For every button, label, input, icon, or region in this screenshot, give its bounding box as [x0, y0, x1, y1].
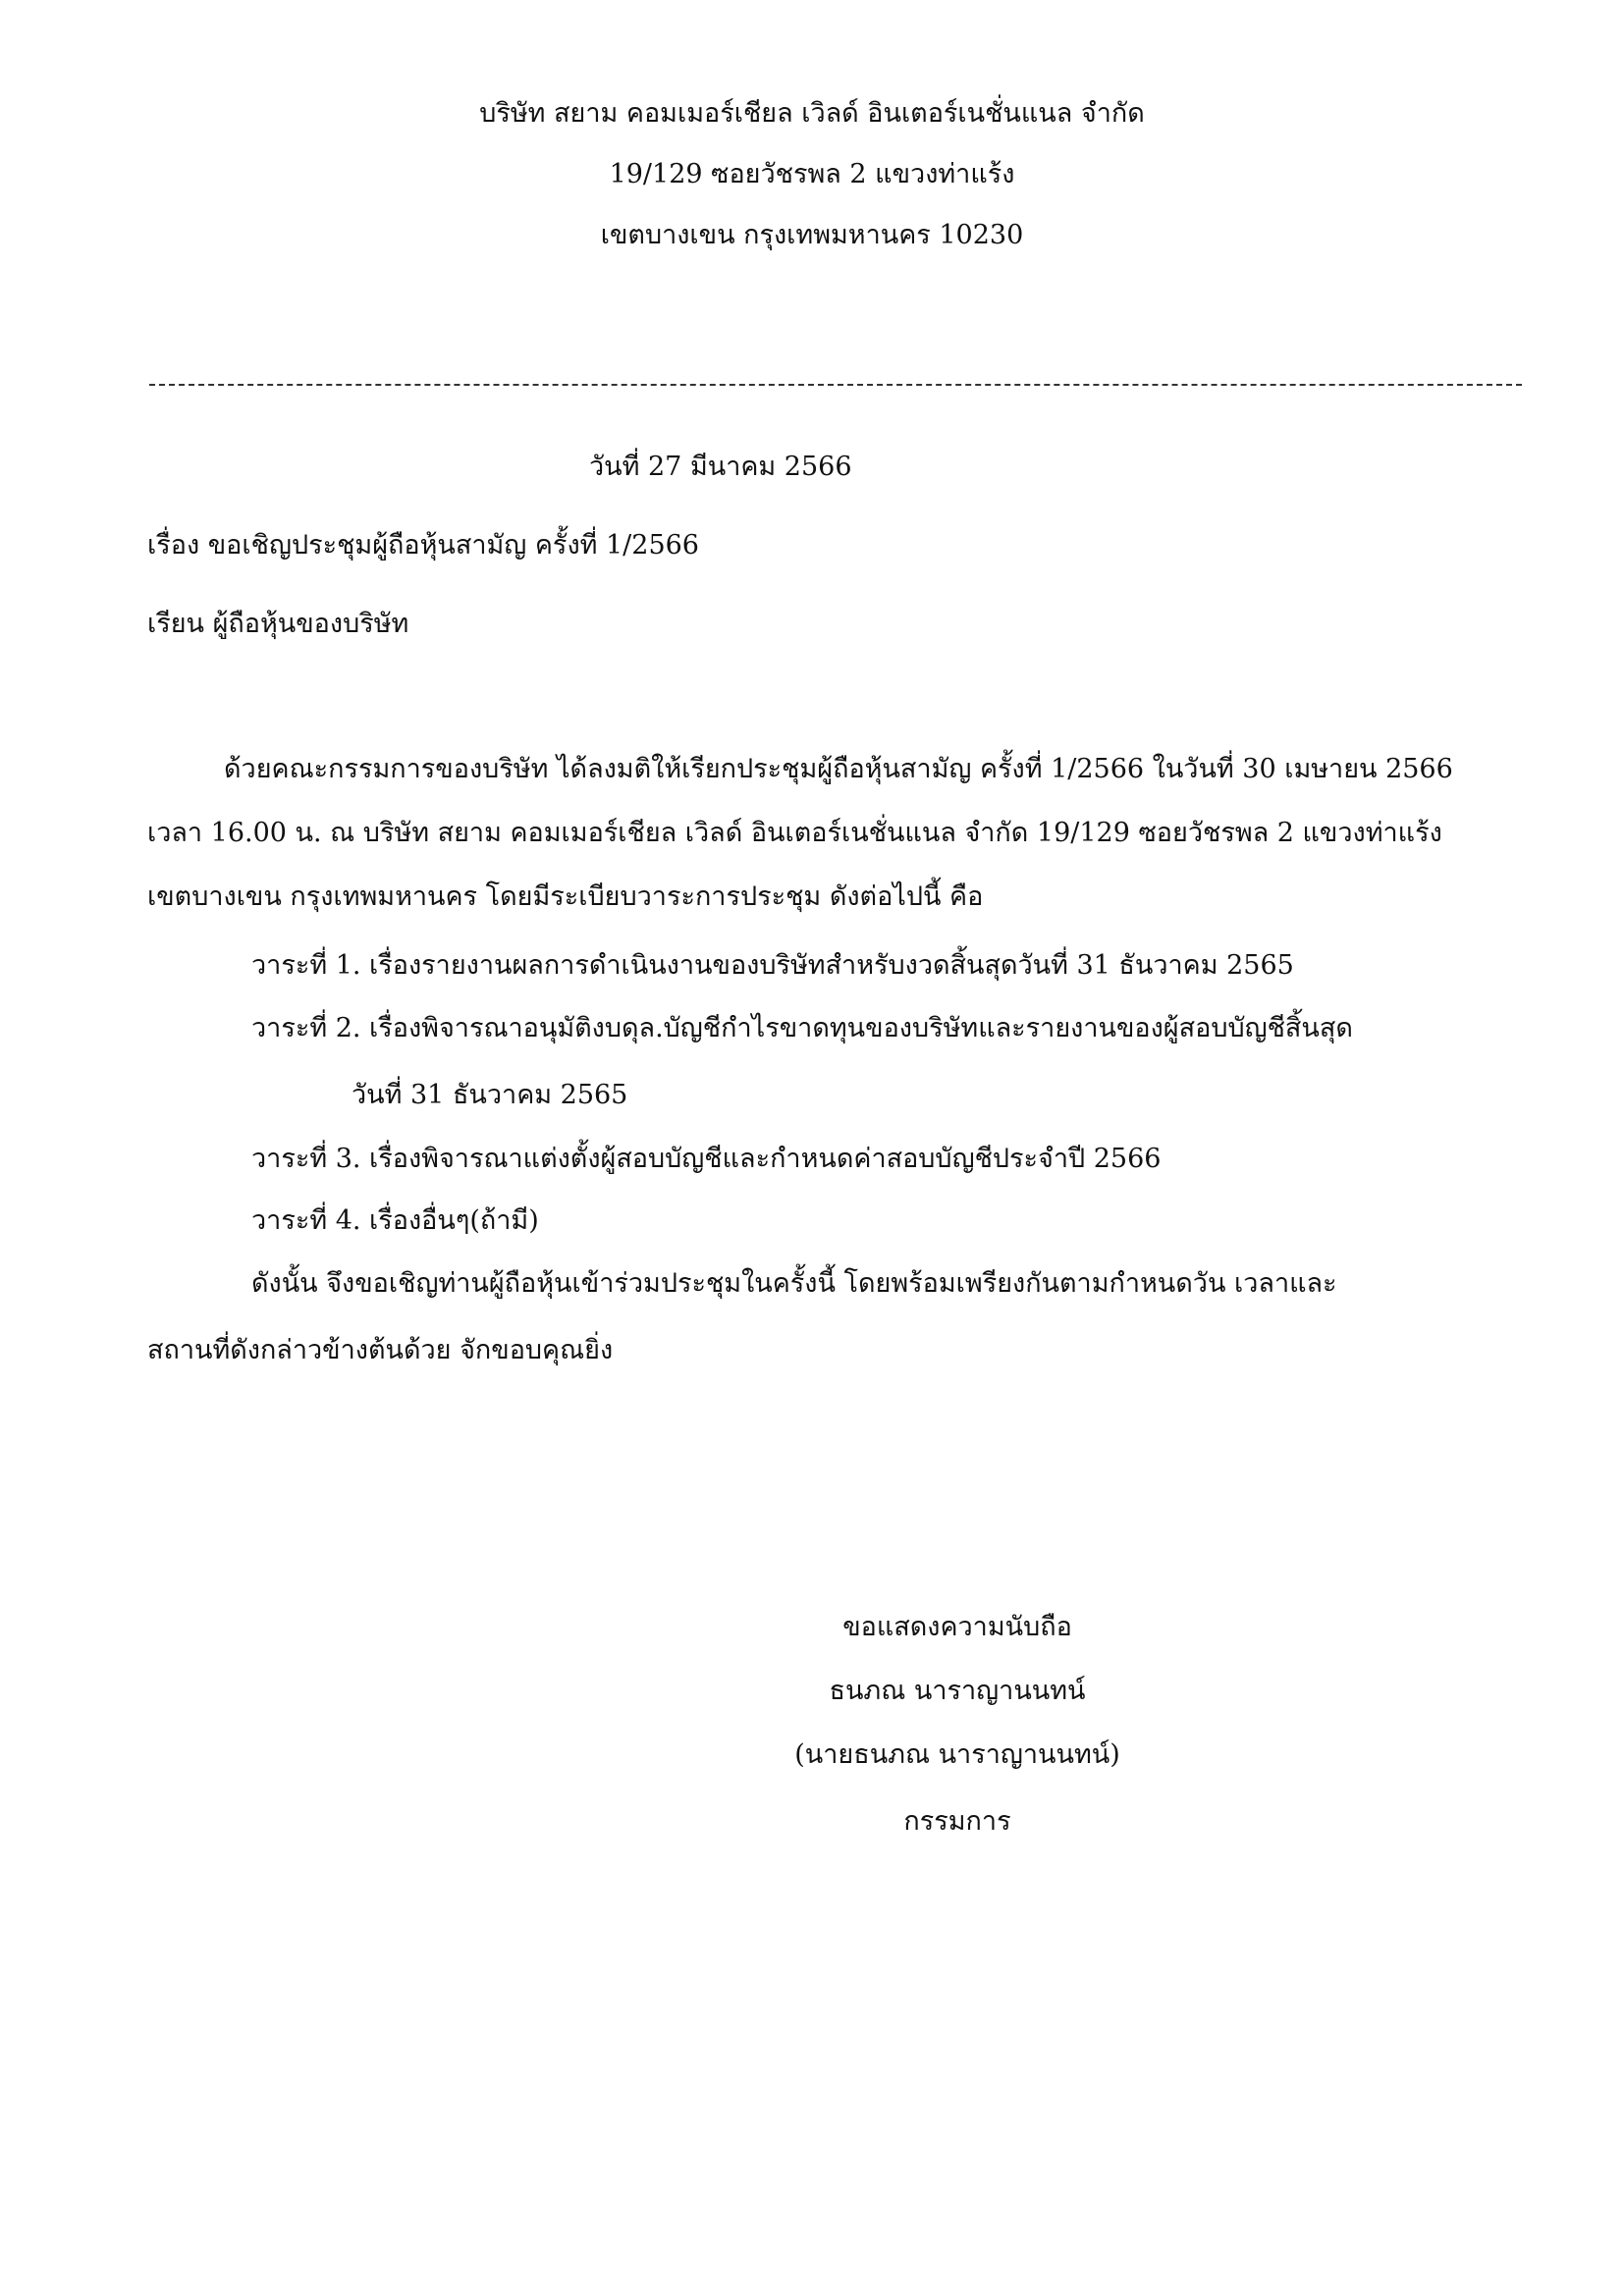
letter-recipient: เรียน ผู้ถือหุ้นของบริษัท [147, 609, 409, 639]
body-line-1: ด้วยคณะกรรมการของบริษัท ได้ลงมติให้เรียกประชุมผู้ถือหุ้นสามัญ ครั้งที่ 1/2566 ในวันที่ 30 เมษายน 2566 [224, 754, 1453, 784]
letter-date: วันที่ 27 มีนาคม 2566 [589, 452, 852, 482]
printed-name: (นายธนภณ นาราญานนทน์) [794, 1739, 1120, 1770]
company-address-line1: 19/129 ซอยวัชรพล 2 แขวงท่าแร้ง [609, 159, 1015, 189]
letter-subject: เรื่อง ขอเชิญประชุมผู้ถือหุ้นสามัญ ครั้งที่ 1/2566 [147, 530, 699, 561]
signature-name: ธนภณ นาราญานนทน์ [829, 1676, 1086, 1706]
agenda-item-2-continued: วันที่ 31 ธันวาคม 2565 [352, 1080, 628, 1110]
body-line-3: เขตบางเขน กรุงเทพมหานคร โดยมีระเบียบวาระการประชุม ดังต่อไปนี้ คือ [147, 881, 984, 912]
closing-line-2: สถานที่ดังกล่าวข้างต้นด้วย จักขอบคุณยิ่ง [147, 1335, 614, 1365]
company-name: บริษัท สยาม คอมเมอร์เชียล เวิลด์ อินเตอร์เนชั่นแนล จำกัด [479, 98, 1145, 129]
company-address-line2: เขตบางเขน กรุงเทพมหานคร 10230 [600, 220, 1024, 250]
body-line-2: เวลา 16.00 น. ณ บริษัท สยาม คอมเมอร์เชียล เวิลด์ อินเตอร์เนชั่นแนล จำกัด 19/129 ซอยวัชรพล 2 แขวงท่าแร้ง [147, 818, 1442, 848]
agenda-item-2: วาระที่ 2. เรื่องพิจารณาอนุมัติงบดุล.บัญชีกำไรขาดทุนของบริษัทและรายงานของผู้สอบบัญชีสิ้นสุด [251, 1013, 1353, 1043]
header-divider [149, 384, 1522, 386]
signatory-title: กรรมการ [903, 1806, 1011, 1837]
agenda-item-4: วาระที่ 4. เรื่องอื่นๆ(ถ้ามี) [251, 1205, 539, 1236]
valediction: ขอแสดงความนับถือ [842, 1612, 1072, 1642]
agenda-item-3: วาระที่ 3. เรื่องพิจารณาแต่งตั้งผู้สอบบัญชีและกำหนดค่าสอบบัญชีประจำปี 2566 [251, 1144, 1162, 1174]
agenda-item-1: วาระที่ 1. เรื่องรายงานผลการดำเนินงานของบริษัทสำหรับงวดสิ้นสุดวันที่ 31 ธันวาคม 2565 [251, 950, 1294, 981]
closing-line-1: ดังนั้น จึงขอเชิญท่านผู้ถือหุ้นเข้าร่วมประชุมในครั้งนี้ โดยพร้อมเพรียงกันตามกำหนดวัน เวลาและ [251, 1268, 1337, 1299]
